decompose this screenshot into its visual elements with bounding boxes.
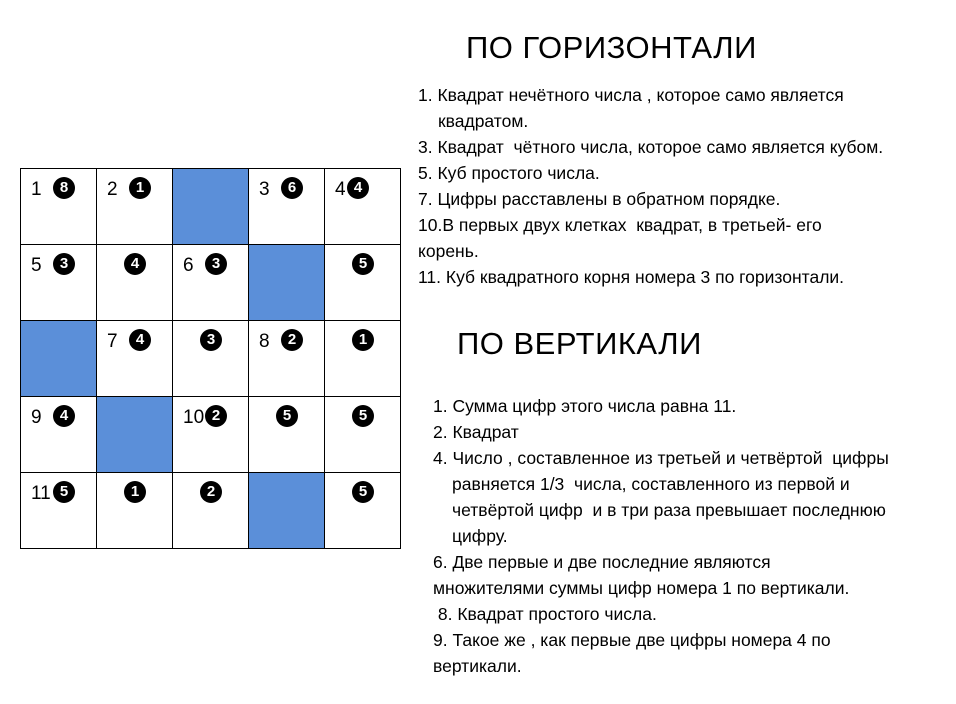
clue-line: 5. Куб простого числа. [418, 163, 600, 183]
answer-digit: 1 [129, 177, 151, 199]
grid-cell [249, 169, 325, 245]
clue-line: 4. Число , составленное из третьей и четвёртой цифры [433, 448, 889, 468]
grid-cell [21, 169, 97, 245]
grid-row [21, 321, 401, 397]
grid-cell [21, 245, 97, 321]
grid-cell-blocked [249, 245, 325, 321]
grid-cell [97, 321, 173, 397]
grid-cell [97, 473, 173, 549]
horizontal-clues-list [418, 82, 883, 290]
grid-cell-blocked [21, 321, 97, 397]
clue-number: 11 [31, 483, 51, 504]
grid-cell [97, 245, 173, 321]
clue-line: 6. Две первые и две последние являются [433, 552, 771, 572]
clue-number: 10 [183, 407, 205, 428]
vertical-clues-list [433, 393, 889, 679]
clue-number: 1 [31, 179, 42, 200]
clue-line: 3. Квадрат чётного числа, которое само является кубом. [418, 137, 884, 157]
clue-line: квадратом. [438, 111, 529, 131]
clue-line: 10.В первых двух клетках квадрат, в третьей- его [418, 215, 822, 235]
answer-digit: 8 [53, 177, 75, 199]
grid-cell [21, 397, 97, 473]
answer-digit: 1 [124, 481, 146, 503]
grid-row [21, 245, 401, 321]
clue-number: 5 [31, 255, 42, 276]
clue-line: 2. Квадрат [433, 422, 519, 442]
grid-cell-blocked [97, 397, 173, 473]
clue-number: 6 [183, 255, 194, 276]
clue-number: 8 [259, 331, 270, 352]
answer-digit: 3 [205, 253, 227, 275]
grid-cell [249, 397, 325, 473]
clue-line: 8. Квадрат простого числа. [433, 604, 657, 624]
answer-digit: 4 [129, 329, 151, 351]
answer-digit: 5 [352, 481, 374, 503]
grid-cell [325, 321, 401, 397]
answer-digit: 5 [53, 481, 75, 503]
grid-cell [325, 473, 401, 549]
clue-line: 1. Сумма цифр этого числа равна 11. [433, 396, 737, 416]
answer-digit: 1 [352, 329, 374, 351]
clue-line: 7. Цифры расставлены в обратном порядке. [418, 189, 781, 209]
answer-digit: 5 [276, 405, 298, 427]
answer-digit: 2 [205, 405, 227, 427]
clue-number: 9 [31, 407, 42, 428]
answer-digit: 3 [200, 329, 222, 351]
clue-line: 11. Куб квадратного корня номера 3 по горизонтали. [418, 267, 845, 287]
grid-cell [249, 321, 325, 397]
clue-line: 1. Квадрат нечётного числа , которое само является [418, 85, 844, 105]
clue-line: цифру. [452, 526, 508, 546]
clue-number: 7 [107, 331, 118, 352]
grid-cell-blocked [249, 473, 325, 549]
horizontal-heading: ПО ГОРИЗОНТАЛИ [466, 30, 757, 65]
grid-cell [173, 473, 249, 549]
grid-cell-blocked [173, 169, 249, 245]
answer-digit: 2 [200, 481, 222, 503]
clue-number: 3 [259, 179, 270, 200]
answer-digit: 5 [352, 405, 374, 427]
grid-cell [173, 397, 249, 473]
clue-line: равняется 1/3 числа, составленного из первой и [452, 474, 850, 494]
grid-cell [325, 245, 401, 321]
answer-digit: 4 [347, 177, 369, 199]
answer-digit: 6 [281, 177, 303, 199]
grid-cell [325, 397, 401, 473]
clue-number: 2 [107, 179, 118, 200]
answer-digit: 2 [281, 329, 303, 351]
grid-row [21, 397, 401, 473]
clue-number: 4 [335, 179, 346, 200]
answer-digit: 5 [352, 253, 374, 275]
grid-cell [173, 321, 249, 397]
clue-line: четвёртой цифр и в три раза превышает последнюю [452, 500, 886, 520]
grid-cell [21, 473, 97, 549]
grid-row [21, 473, 401, 549]
answer-digit: 4 [53, 405, 75, 427]
answer-digit: 3 [53, 253, 75, 275]
clue-line: 9. Такое же , как первые две цифры номера 4 по [433, 630, 831, 650]
clue-line: корень. [418, 241, 479, 261]
answer-digit: 4 [124, 253, 146, 275]
clue-line: вертикали. [433, 656, 522, 676]
vertical-heading: ПО ВЕРТИКАЛИ [457, 326, 702, 361]
grid-row [21, 169, 401, 245]
crossnumber-grid [20, 168, 401, 549]
grid-cell [97, 169, 173, 245]
grid-cell [325, 169, 401, 245]
clue-line: множителями суммы цифр номера 1 по вертикали. [433, 578, 850, 598]
grid-cell [173, 245, 249, 321]
